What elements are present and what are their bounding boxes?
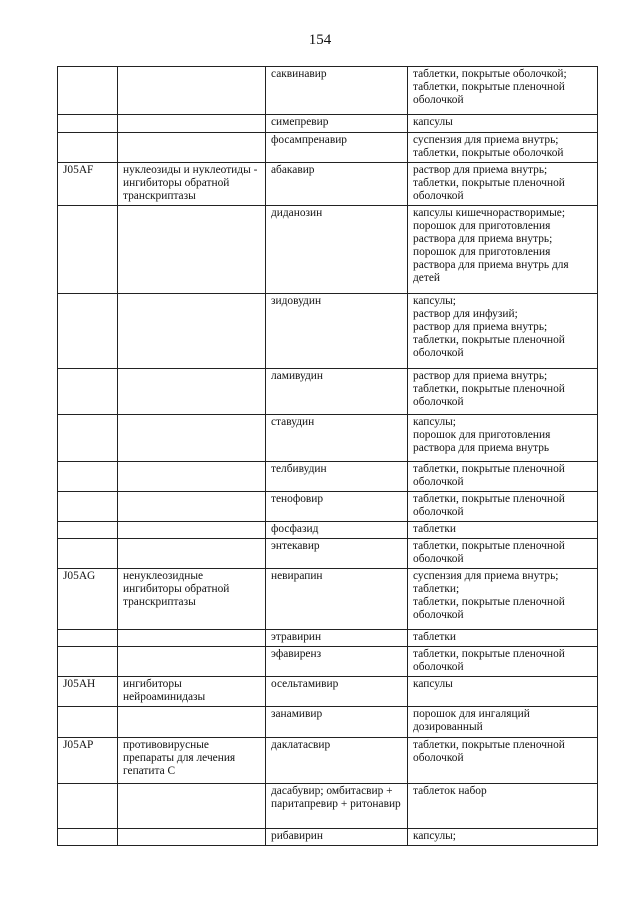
atc-code-cell: J05AF <box>58 163 118 206</box>
table-row <box>58 630 598 647</box>
table-row <box>58 738 598 784</box>
group-name-cell <box>118 707 266 738</box>
dosage-forms-cell: капсулы; порошок для приготовления раствора для приема внутрь <box>408 415 598 462</box>
dosage-forms-cell: капсулы <box>408 677 598 707</box>
atc-code-cell <box>58 115 118 133</box>
table-row <box>58 784 598 829</box>
group-name-cell <box>118 206 266 294</box>
group-name-cell <box>118 115 266 133</box>
group-name-cell <box>118 492 266 522</box>
dosage-forms-cell: порошок для ингаляций дозированный <box>408 707 598 738</box>
group-name-cell <box>118 784 266 829</box>
group-name-cell <box>118 294 266 369</box>
group-name-cell <box>118 67 266 115</box>
table-row <box>58 569 598 630</box>
dosage-forms-cell: таблетки <box>408 522 598 539</box>
group-name-cell <box>118 647 266 677</box>
atc-code-cell <box>58 647 118 677</box>
atc-code-cell: J05AP <box>58 738 118 784</box>
drug-name-cell: фосфазид <box>266 522 408 539</box>
drug-name-cell: фосампренавир <box>266 133 408 163</box>
group-name-cell: противовирусные препараты для лечения гепатита С <box>118 738 266 784</box>
atc-code-cell <box>58 630 118 647</box>
atc-code-cell <box>58 369 118 415</box>
drug-table <box>57 66 598 846</box>
atc-code-cell <box>58 829 118 846</box>
atc-code-cell <box>58 539 118 569</box>
table-row <box>58 647 598 677</box>
atc-code-cell <box>58 206 118 294</box>
drug-name-cell: симепревир <box>266 115 408 133</box>
drug-name-cell: телбивудин <box>266 462 408 492</box>
table-row <box>58 539 598 569</box>
dosage-forms-cell: капсулы <box>408 115 598 133</box>
dosage-forms-cell: таблетки, покрытые пленочной оболочкой <box>408 738 598 784</box>
table-row <box>58 206 598 294</box>
table-row <box>58 115 598 133</box>
group-name-cell <box>118 539 266 569</box>
table-row <box>58 369 598 415</box>
dosage-forms-cell: капсулы; <box>408 829 598 846</box>
dosage-forms-cell: капсулы; раствор для инфузий; раствор для приема внутрь; таблетки, покрытые пленочной оболочкой <box>408 294 598 369</box>
table-row <box>58 492 598 522</box>
group-name-cell <box>118 133 266 163</box>
group-name-cell <box>118 369 266 415</box>
drug-name-cell: абакавир <box>266 163 408 206</box>
dosage-forms-cell: таблетки, покрытые пленочной оболочкой <box>408 539 598 569</box>
atc-code-cell <box>58 522 118 539</box>
atc-code-cell <box>58 133 118 163</box>
drug-name-cell: саквинавир <box>266 67 408 115</box>
atc-code-cell <box>58 415 118 462</box>
drug-name-cell: занамивир <box>266 707 408 738</box>
atc-code-cell: J05AH <box>58 677 118 707</box>
table-row <box>58 294 598 369</box>
table-body <box>58 67 598 846</box>
atc-code-cell <box>58 492 118 522</box>
table-row <box>58 163 598 206</box>
atc-code-cell <box>58 784 118 829</box>
drug-name-cell: ставудин <box>266 415 408 462</box>
dosage-forms-cell: капсулы кишечнорастворимые; порошок для приготовления раствора для приема внутрь; порошок для приготовления раствора для приема внутрь для детей <box>408 206 598 294</box>
dosage-forms-cell: раствор для приема внутрь; таблетки, покрытые пленочной оболочкой <box>408 163 598 206</box>
dosage-forms-cell: раствор для приема внутрь; таблетки, покрытые пленочной оболочкой <box>408 369 598 415</box>
table-row <box>58 462 598 492</box>
dosage-forms-cell: таблетки <box>408 630 598 647</box>
drug-name-cell: диданозин <box>266 206 408 294</box>
drug-name-cell: энтекавир <box>266 539 408 569</box>
group-name-cell <box>118 415 266 462</box>
table-row <box>58 677 598 707</box>
atc-code-cell <box>58 707 118 738</box>
group-name-cell <box>118 829 266 846</box>
group-name-cell: ненуклеозидные ингибиторы обратной транскриптазы <box>118 569 266 630</box>
drug-name-cell: этравирин <box>266 630 408 647</box>
table-row <box>58 133 598 163</box>
dosage-forms-cell: суспензия для приема внутрь; таблетки, покрытые оболочкой <box>408 133 598 163</box>
atc-code-cell <box>58 294 118 369</box>
group-name-cell: ингибиторы нейроаминидазы <box>118 677 266 707</box>
drug-name-cell: невирапин <box>266 569 408 630</box>
drug-name-cell: рибавирин <box>266 829 408 846</box>
drug-name-cell: тенофовир <box>266 492 408 522</box>
drug-name-cell: осельтамивир <box>266 677 408 707</box>
table-row <box>58 522 598 539</box>
table-row <box>58 67 598 115</box>
dosage-forms-cell: таблетки, покрытые пленочной оболочкой <box>408 492 598 522</box>
drug-name-cell: зидовудин <box>266 294 408 369</box>
atc-code-cell <box>58 67 118 115</box>
group-name-cell: нуклеозиды и нуклеотиды - ингибиторы обратной транскриптазы <box>118 163 266 206</box>
drug-name-cell: дасабувир; омбитасвир + паритапревир + ритонавир <box>266 784 408 829</box>
group-name-cell <box>118 462 266 492</box>
dosage-forms-cell: таблеток набор <box>408 784 598 829</box>
group-name-cell <box>118 522 266 539</box>
atc-code-cell: J05AG <box>58 569 118 630</box>
group-name-cell <box>118 630 266 647</box>
atc-code-cell <box>58 462 118 492</box>
table-row <box>58 415 598 462</box>
dosage-forms-cell: таблетки, покрытые пленочной оболочкой <box>408 462 598 492</box>
drug-name-cell: эфавиренз <box>266 647 408 677</box>
dosage-forms-cell: суспензия для приема внутрь; таблетки; таблетки, покрытые пленочной оболочкой <box>408 569 598 630</box>
dosage-forms-cell: таблетки, покрытые пленочной оболочкой <box>408 647 598 677</box>
table-row <box>58 707 598 738</box>
page-number: 154 <box>308 32 332 48</box>
dosage-forms-cell: таблетки, покрытые оболочкой; таблетки, покрытые пленочной оболочкой <box>408 67 598 115</box>
table-row <box>58 829 598 846</box>
drug-name-cell: даклатасвир <box>266 738 408 784</box>
drug-name-cell: ламивудин <box>266 369 408 415</box>
